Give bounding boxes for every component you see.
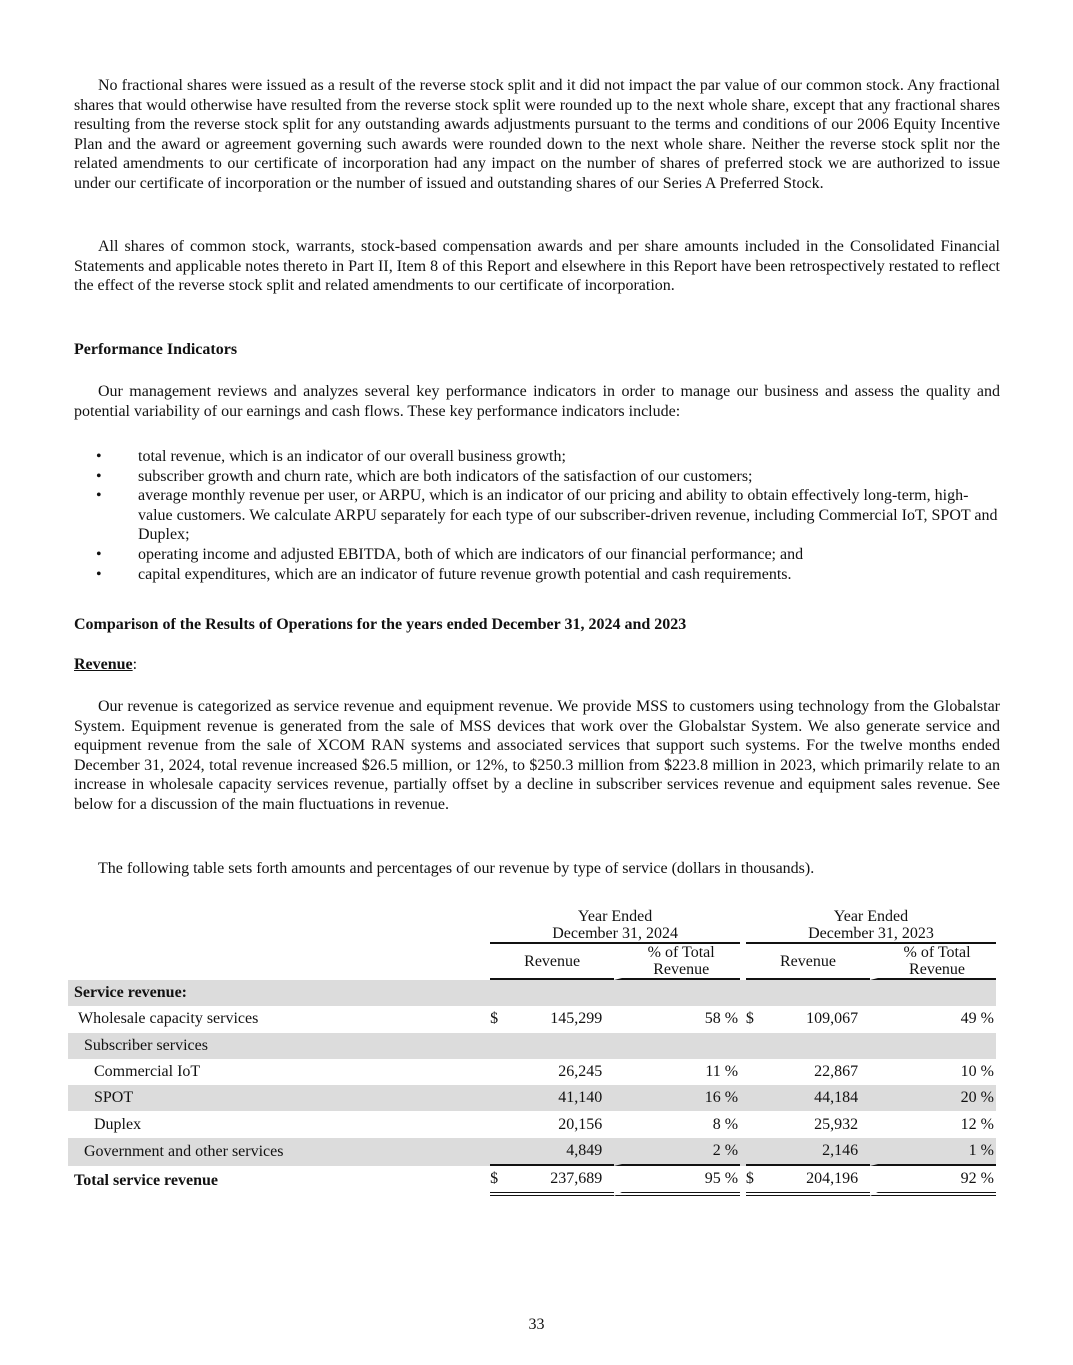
row-label: Subscriber services	[68, 1033, 490, 1059]
list-item: • subscriber growth and churn rate, which are both indicators of the satisfaction of our customers;	[96, 467, 753, 485]
paragraph-revenue-overview: Our revenue is categorized as service revenue and equipment revenue. We provide MSS to customers using technology from the Globalstar System. Equipment revenue is generated from the sale of MSS devices that work over the Globalstar System. We also generate service and equipment revenue from the sale of XCOM RAN systems and associated services that support such systems. For the twelve months ended December 31, 2024, total revenue increased $26.5 million, or 12%, to $250.3 million from $223.8 million in 2023, which primarily relate to an increase in wholesale capacity services revenue, partially offset by a decline in subscriber services revenue and equipment sales revenue. See below for a discussion of the main fluctuations in revenue.	[74, 698, 1000, 813]
bullet-icon: •	[96, 467, 102, 485]
col-header-revenue-2023: Revenue	[746, 944, 870, 980]
section-label: Service revenue:	[68, 980, 490, 1006]
table-row	[68, 1033, 996, 1059]
col-header-revenue-2024: Revenue	[490, 944, 614, 980]
bullet-icon: •	[96, 448, 102, 465]
kpi-bullet-list	[74, 447, 1000, 584]
heading-revenue: Revenue:	[74, 656, 138, 673]
heading-performance-indicators: Performance Indicators	[74, 341, 238, 358]
table-section-row	[68, 980, 996, 1006]
list-item: • operating income and adjusted EBITDA, both of which are indicators of our financial performance; and	[96, 545, 804, 563]
table-row: SPOT 41,140 16 % 44,184 20 %	[68, 1085, 996, 1111]
period-header-2023: Year Ended December 31, 2023	[746, 908, 996, 944]
page-number: 33	[528, 1316, 545, 1333]
list-item: • average monthly revenue per user, or ARPU, which is an indicator of our pricing and ability to obtain effectively long-term, high-value customers. We calculate ARPU separately for each type of our subscriber-driven revenue, including Commercial IoT, SPOT and Duplex;	[96, 487, 998, 544]
bullet-icon: •	[96, 565, 102, 583]
row-label: Duplex	[94, 1115, 142, 1133]
revenue-by-service-table	[68, 908, 996, 1196]
list-item: • capital expenditures, which are an indicator of future revenue growth potential and cash requirements.	[96, 565, 792, 583]
total-label: Total service revenue	[74, 1172, 218, 1190]
row-label: SPOT	[68, 1085, 490, 1111]
paragraph-kpi-intro: Our management reviews and analyzes several key performance indicators in order to manage our business and assess the quality and potential variability of our earnings and cash flows. These key performance indicators include:	[74, 383, 1000, 420]
table-row: Government and other services 4,849 2 % 2,146 1 %	[68, 1138, 996, 1166]
table-row: Commercial IoT 26,245 11 % 22,867 10 %	[68, 1059, 996, 1085]
heading-comparison-results: Comparison of the Results of Operations for the years ended December 31, 2024 and 2023	[74, 616, 687, 633]
bullet-icon: •	[96, 545, 102, 563]
table-row: Wholesale capacity services $ 145,299 58 % $ 109,067 49 %	[68, 1006, 996, 1032]
table-total-row: Total service revenue $ 237,689 95 % $ 204,196 92 %	[68, 1166, 996, 1196]
col-header-pct-2024: % of Total Revenue	[614, 944, 740, 980]
paragraph-reverse-split: No fractional shares were issued as a result of the reverse stock split and it did not impact the par value of our common stock. Any fractional shares that would otherwise have resulted from the reverse stock split were rounded up to the next whole share, except that any fractional shares resulting from the reverse stock split for any outstanding awards adjustments pursuant to the terms and conditions of our 2006 Equity Incentive Plan and the award or agreement governing such awards were rounded down to the next whole share. Neither the reverse stock split nor the related amendments to our certificate of incorporation had any impact on the number of shares of preferred stock we are authorized to issue under our certificate of incorporation or the number of issued and outstanding shares of our Series A Preferred Stock.	[74, 77, 1000, 192]
period-header-2024: Year Ended December 31, 2024	[490, 908, 740, 944]
paragraph-table-intro: The following table sets forth amounts and percentages of our revenue by type of service (dollars in thousands).	[98, 860, 815, 877]
row-label: Commercial IoT	[94, 1063, 201, 1081]
row-label: Wholesale capacity services	[78, 1010, 259, 1028]
table-column-header-row	[68, 944, 996, 980]
table-period-header-row	[68, 908, 996, 944]
table-row: Duplex 20,156 8 % 25,932 12 %	[68, 1111, 996, 1137]
list-item: • total revenue, which is an indicator of our overall business growth;	[96, 448, 566, 465]
bullet-icon: •	[96, 487, 102, 505]
paragraph-restatement: All shares of common stock, warrants, stock-based compensation awards and per share amounts included in the Consolidated Financial Statements and applicable notes thereto in Part II, Item 8 of this Report and elsewhere in this Report have been retrospectively restated to reflect the effect of the reverse stock split and related amendments to our certificate of incorporation.	[74, 238, 1000, 295]
col-header-pct-2023: % of Total Revenue	[870, 944, 996, 980]
row-label: Government and other services	[68, 1138, 490, 1166]
